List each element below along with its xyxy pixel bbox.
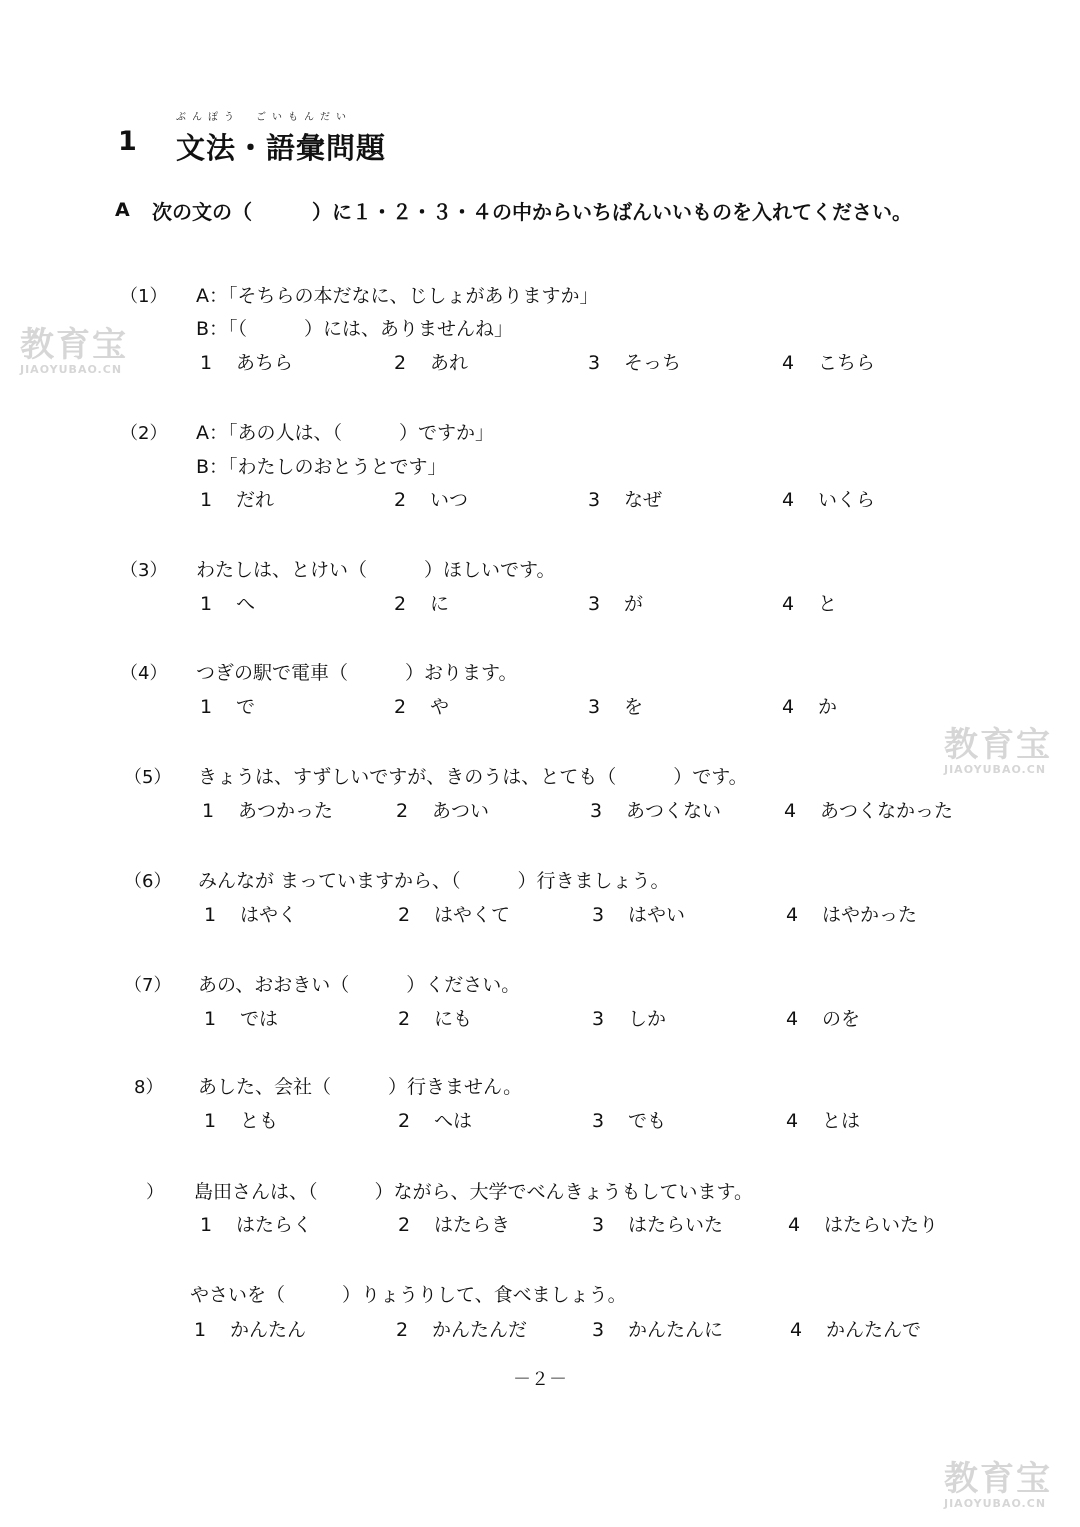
section-title-ruby: ぶんぽう ごいもんだい <box>176 112 352 123</box>
watermark-logo: 教育宝 JIAOYUBAO.CN <box>944 725 1052 776</box>
option: 3 しか <box>592 1008 667 1030</box>
option: 2 に <box>394 593 450 615</box>
question-line: A：「そちらの本だなに、じしょがありますか」 <box>196 285 599 307</box>
option: 3 はたらいた <box>592 1214 724 1236</box>
option: 3 を <box>588 696 644 718</box>
option: 4 のを <box>786 1008 861 1030</box>
option: 2 はやくて <box>398 904 511 926</box>
question-number: 8） <box>134 1077 164 1098</box>
option: 1 だれ <box>200 489 275 511</box>
options-row <box>0 1106 1080 1132</box>
options-row <box>0 692 1080 718</box>
option: 1 あつかった <box>202 800 334 822</box>
question-line: 島田さんは、（ ）ながら、大学でべんきょうもしています。 <box>194 1181 753 1203</box>
option: 3 はやい <box>592 904 686 926</box>
option: 2 にも <box>398 1008 473 1030</box>
option: 1 かんたん <box>194 1319 307 1341</box>
option: 2 いつ <box>394 489 469 511</box>
option: 1 あちら <box>200 352 294 374</box>
options-row <box>0 1315 1080 1341</box>
question-number: （3） <box>120 560 168 581</box>
options-row <box>0 796 1080 822</box>
option: 3 あつくない <box>590 800 722 822</box>
option: 1 はやく <box>204 904 298 926</box>
question-number: （5） <box>124 767 172 788</box>
option: 3 かんたんに <box>592 1319 724 1341</box>
question-line: やさいを（ ）りょうりして、食べましょう。 <box>190 1284 627 1306</box>
option: 4 とは <box>786 1110 861 1132</box>
question-line: あした、会社（ ）行きません。 <box>198 1076 523 1098</box>
question-line: みんなが まっていますから、（ ）行きましょう。 <box>198 870 670 892</box>
options-row <box>0 1004 1080 1030</box>
option: 1 へ <box>200 593 256 615</box>
question-line: B：「（ ）には、ありませんね」 <box>196 318 514 340</box>
option: 4 こちら <box>782 352 876 374</box>
option: 4 かんたんで <box>790 1319 922 1341</box>
option: 2 はたらき <box>398 1214 511 1236</box>
options-row <box>0 900 1080 926</box>
instruction-text: 次の文の（ ）に１・２・３・４の中からいちばんいいものを入れてください。 <box>152 200 912 224</box>
question-line: わたしは、とけい（ ）ほしいです。 <box>196 559 556 581</box>
options-row <box>0 589 1080 615</box>
option: 4 はたらいたり <box>788 1214 939 1236</box>
option: 3 が <box>588 593 644 615</box>
instruction-label: A <box>115 199 130 221</box>
option: 1 はたらく <box>200 1214 313 1236</box>
options-row <box>0 348 1080 374</box>
option: 4 か <box>782 696 838 718</box>
question-number: （6） <box>124 871 172 892</box>
option: 2 あつい <box>396 800 490 822</box>
question-number: ） <box>146 1182 164 1203</box>
option: 2 へは <box>398 1110 473 1132</box>
question-number: （7） <box>124 975 172 996</box>
options-row <box>0 1210 1080 1236</box>
option: 1 では <box>204 1008 279 1030</box>
question-line: B：「わたしのおとうとです」 <box>196 456 447 478</box>
option: 3 でも <box>592 1110 667 1132</box>
section-number: 1 <box>118 126 137 157</box>
option: 4 と <box>782 593 838 615</box>
option: 3 なぜ <box>588 489 663 511</box>
question-number: （4） <box>120 663 168 684</box>
watermark-logo: 教育宝 JIAOYUBAO.CN <box>944 1459 1052 1510</box>
options-row <box>0 485 1080 511</box>
option: 2 かんたんだ <box>396 1319 528 1341</box>
question-number: （2） <box>120 423 168 444</box>
question-line: あの、おおきい（ ）ください。 <box>198 974 521 996</box>
question-line: つぎの駅で電車（ ）おります。 <box>196 662 518 684</box>
page-number: －２－ <box>513 1369 567 1390</box>
question-line: きょうは、すずしいですが、きのうは、とても（ ）です。 <box>198 766 748 788</box>
option: 4 はやかった <box>786 904 918 926</box>
watermark-logo: 教育宝 JIAOYUBAO.CN <box>20 325 128 376</box>
question-line: A：「あの人は、（ ）ですか」 <box>196 422 494 444</box>
option: 2 あれ <box>394 352 469 374</box>
option: 4 いくら <box>782 489 876 511</box>
option: 3 そっち <box>588 352 682 374</box>
option: 2 や <box>394 696 450 718</box>
option: 4 あつくなかった <box>784 800 954 822</box>
option: 1 とも <box>204 1110 279 1132</box>
question-number: （1） <box>120 286 168 307</box>
option: 1 で <box>200 696 256 718</box>
section-title: 文法・語彙問題 <box>176 131 387 165</box>
